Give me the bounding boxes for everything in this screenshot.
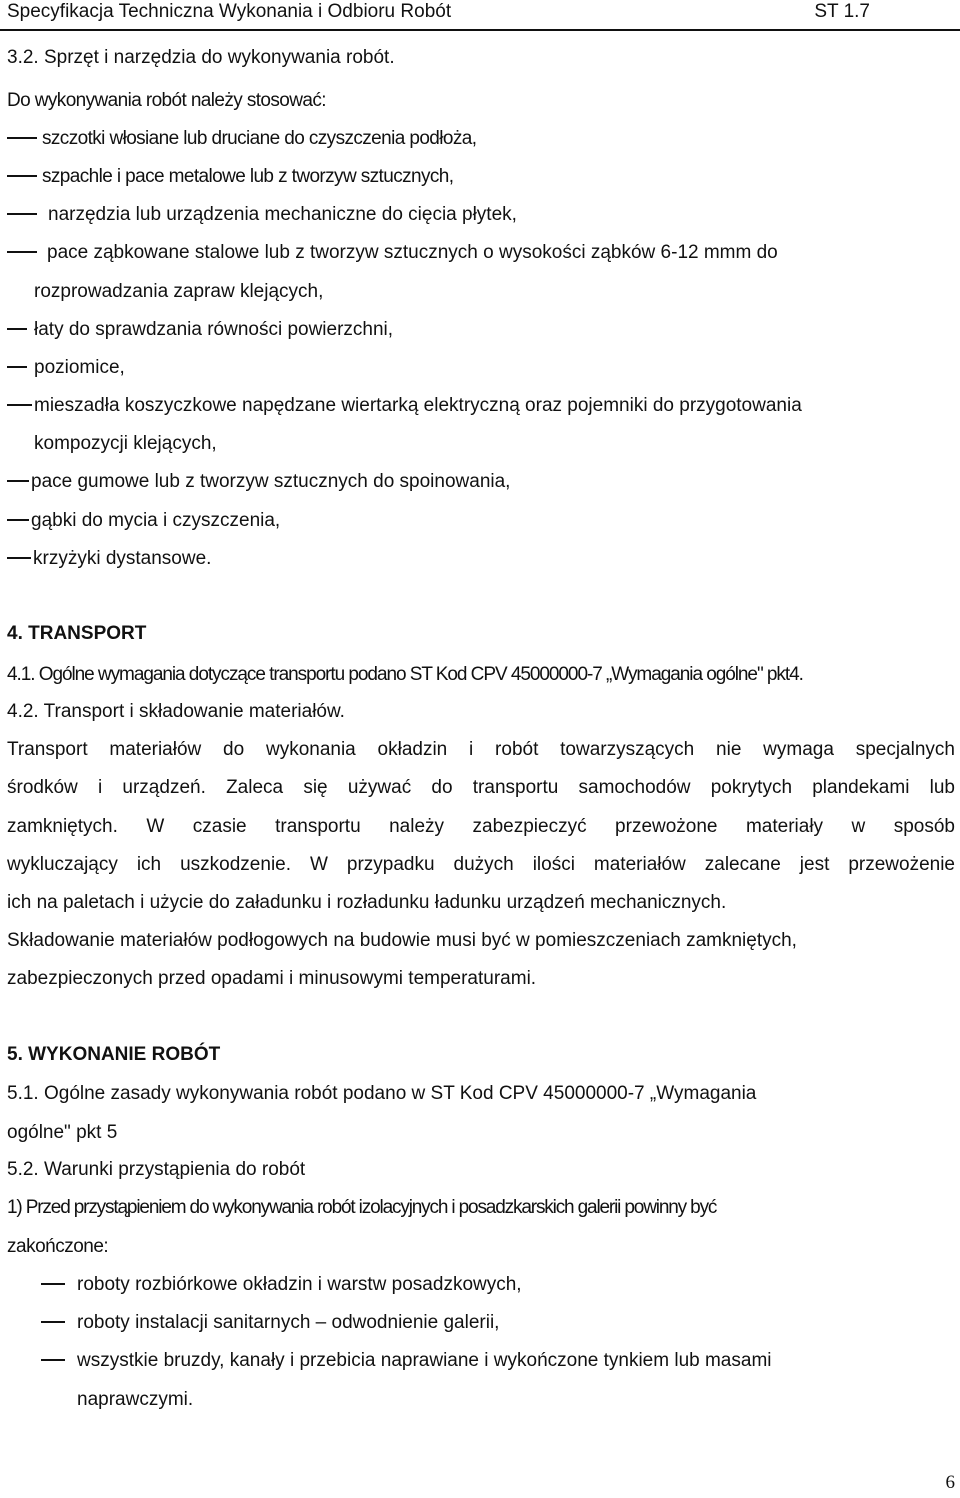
page-number: 6 xyxy=(945,1472,955,1493)
list-item: mieszadła koszyczkowe napędzane wiertarką elektryczną oraz pojemniki do przygotowania xyxy=(7,394,802,418)
list-item: roboty instalacji sanitarnych – odwodnienie galerii, xyxy=(41,1311,499,1335)
list-item: pace gumowe lub z tworzyw sztucznych do spoinowania, xyxy=(7,470,510,494)
list-item: narzędzia lub urządzenia mechaniczne do cięcia płytek, xyxy=(7,203,517,227)
dash-bullet xyxy=(7,557,31,559)
dash-bullet xyxy=(7,404,32,406)
section-5-2-heading: 5.2. Warunki przystąpienia do robót xyxy=(7,1159,306,1180)
paragraph-line: zabezpieczonych przed opadami i minusowymi temperaturami. xyxy=(7,968,537,989)
condition-intro: 1) Przed przystąpieniem do wykonywania robót izolacyjnych i posadzkarskich galerii powinny być xyxy=(7,1197,717,1218)
list-item: szczotki włosiane lub druciane do czyszczenia podłoża, xyxy=(7,127,476,151)
list-item: poziomice, xyxy=(7,356,125,380)
list-item: szpachle i pace metalowe lub z tworzyw sztucznych, xyxy=(7,165,453,189)
dash-bullet xyxy=(7,175,37,177)
dash-bullet xyxy=(41,1359,65,1361)
dash-bullet xyxy=(7,328,27,330)
header-divider xyxy=(0,29,960,31)
list-item: pace ząbkowane stalowe lub z tworzyw sztucznych o wysokości ząbków 6-12 mmm do xyxy=(7,241,778,265)
section-4-heading: 4. TRANSPORT xyxy=(7,623,147,644)
condition-intro-continuation: zakończone: xyxy=(7,1236,109,1257)
paragraph-line: zamkniętych. W czasie transportu należy zabezpieczyć przewożone materiały w sposób xyxy=(7,816,955,837)
section-5-heading: 5. WYKONANIE ROBÓT xyxy=(7,1044,221,1065)
dash-bullet xyxy=(7,480,29,482)
list-item-continuation: rozprowadzania zapraw klejących, xyxy=(34,281,324,302)
list-item: łaty do sprawdzania równości powierzchni, xyxy=(7,318,393,342)
paragraph-line: środków i urządzeń. Zaleca się używać do transportu samochodów pokrytych plandekami lub xyxy=(7,777,955,798)
list-item: roboty rozbiórkowe okładzin i warstw posadzkowych, xyxy=(41,1273,522,1297)
list-item-continuation: naprawczymi. xyxy=(77,1389,194,1410)
list-item: wszystkie bruzdy, kanały i przebicia naprawiane i wykończone tynkiem lub masami xyxy=(41,1349,772,1373)
list-item-continuation: kompozycji klejących, xyxy=(34,433,217,454)
paragraph-line: Transport materiałów do wykonania okładzin i robót towarzyszących nie wymaga specjalnych xyxy=(7,739,955,760)
dash-bullet xyxy=(41,1321,65,1323)
document-code: ST 1.7 xyxy=(814,1,870,22)
dash-bullet xyxy=(7,213,37,215)
paragraph-line: ich na paletach i użycie do załadunku i rozładunku ładunku urządzeń mechanicznych. xyxy=(7,892,727,913)
section-5-1-continuation: ogólne" pkt 5 xyxy=(7,1122,118,1143)
dash-bullet xyxy=(7,251,37,253)
list-item: gąbki do mycia i czyszczenia, xyxy=(7,509,280,533)
list-item: krzyżyki dystansowe. xyxy=(7,547,211,571)
paragraph-line: Składowanie materiałów podłogowych na budowie musi być w pomieszczeniach zamkniętych, xyxy=(7,930,797,951)
dash-bullet xyxy=(7,366,27,368)
document-title: Specyfikacja Techniczna Wykonania i Odbioru Robót xyxy=(7,1,452,22)
section-4-1-heading: 4.1. Ogólne wymagania dotyczące transportu podano ST Kod CPV 45000000-7 „Wymagania ogólne" pkt4. xyxy=(7,664,803,685)
dash-bullet xyxy=(7,519,29,521)
paragraph-line: wykluczający ich uszkodzenie. W przypadku dużych ilości materiałów zalecane jest przewożenie xyxy=(7,854,955,875)
section-3-2-heading: 3.2. Sprzęt i narzędzia do wykonywania robót. xyxy=(7,47,395,68)
dash-bullet xyxy=(41,1283,65,1285)
section-4-2-heading: 4.2. Transport i składowanie materiałów. xyxy=(7,701,345,722)
section-5-1-heading: 5.1. Ogólne zasady wykonywania robót podano w ST Kod CPV 45000000-7 „Wymagania xyxy=(7,1083,757,1104)
dash-bullet xyxy=(7,137,37,139)
section-3-2-intro: Do wykonywania robót należy stosować: xyxy=(7,90,326,111)
